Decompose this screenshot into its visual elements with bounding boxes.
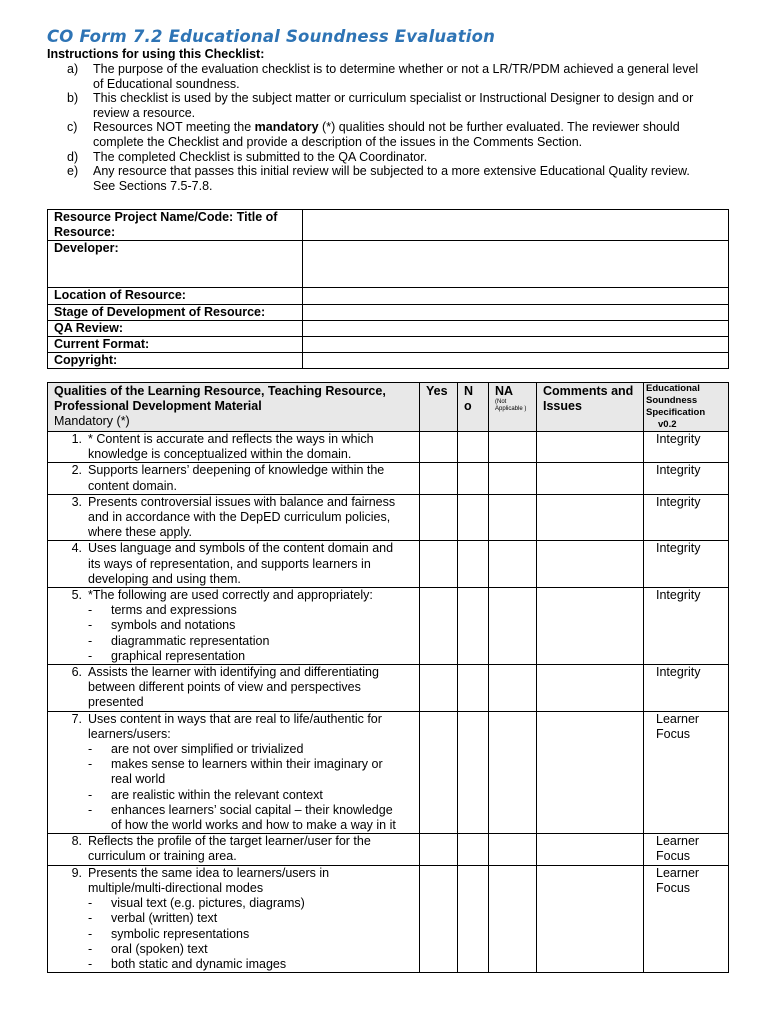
quality-bullet bbox=[52, 788, 415, 803]
quality-text: Reflects the profile of the target learner/user for the bbox=[88, 834, 371, 849]
yes-cell[interactable] bbox=[420, 588, 458, 665]
dash-icon: - bbox=[88, 648, 93, 663]
no-header: N o bbox=[458, 383, 489, 432]
info-value-field[interactable] bbox=[303, 241, 729, 288]
no-cell[interactable] bbox=[458, 432, 489, 463]
info-label: Developer: bbox=[48, 241, 303, 288]
qualities-body bbox=[48, 432, 729, 973]
quality-text: where these apply. bbox=[88, 525, 192, 540]
instruction-text: The completed Checklist is submitted to the QA Coordinator. bbox=[93, 149, 428, 164]
quality-text: Supports learners’ deepening of knowledge within the bbox=[88, 463, 385, 478]
quality-row bbox=[48, 834, 729, 865]
instruction-text: of Educational soundness. bbox=[93, 76, 240, 91]
spec-label: Integrity bbox=[656, 432, 701, 446]
instruction-letter: c) bbox=[67, 120, 78, 135]
info-value-field[interactable] bbox=[303, 353, 729, 369]
info-label: Current Format: bbox=[48, 337, 303, 353]
spec-cell bbox=[644, 463, 729, 494]
spec-cell bbox=[644, 432, 729, 463]
bullet-text: symbolic representations bbox=[111, 926, 250, 941]
quality-bullet bbox=[52, 911, 415, 926]
info-label: Copyright: bbox=[48, 353, 303, 369]
quality-description bbox=[48, 665, 420, 712]
quality-description bbox=[48, 494, 420, 541]
dash-icon: - bbox=[88, 896, 93, 911]
spec-label: Learner bbox=[656, 865, 700, 880]
quality-text: multiple/multi-directional modes bbox=[88, 880, 264, 895]
bullet-text: symbols and notations bbox=[111, 618, 236, 633]
quality-number: 6. bbox=[71, 665, 82, 680]
quality-number: 4. bbox=[71, 541, 82, 556]
yes-cell[interactable] bbox=[420, 432, 458, 463]
spec-label: Focus bbox=[656, 880, 691, 895]
bullet-text: both static and dynamic images bbox=[111, 956, 287, 971]
yes-cell[interactable] bbox=[420, 541, 458, 588]
spec-cell bbox=[644, 494, 729, 541]
comments-cell[interactable] bbox=[537, 463, 644, 494]
instructions-list bbox=[67, 62, 727, 193]
na-cell[interactable] bbox=[489, 834, 537, 865]
dash-icon: - bbox=[88, 633, 93, 648]
bullet-text: makes sense to learners within their imaginary or bbox=[111, 757, 383, 772]
info-label: Location of Resource: bbox=[48, 288, 303, 304]
instruction-text: (*) qualities should not be further evaluated. The reviewer should bbox=[318, 120, 680, 135]
spec-header: Educational Soundness Specification v0.2 bbox=[644, 383, 729, 432]
resource-info-table bbox=[47, 209, 729, 369]
na-cell[interactable] bbox=[489, 432, 537, 463]
instruction-item bbox=[67, 164, 727, 193]
quality-number: 9. bbox=[71, 865, 82, 880]
quality-text: Uses content in ways that are real to life/authentic for bbox=[88, 711, 382, 726]
no-cell[interactable] bbox=[458, 541, 489, 588]
spec-label: Integrity bbox=[656, 588, 701, 603]
quality-number: 5. bbox=[71, 588, 82, 603]
quality-row bbox=[48, 432, 729, 463]
quality-row bbox=[48, 665, 729, 712]
instruction-text: See Sections 7.5-7.8. bbox=[93, 178, 213, 193]
quality-description bbox=[48, 834, 420, 865]
qualities-header-row bbox=[48, 383, 729, 432]
na-cell[interactable] bbox=[489, 665, 537, 712]
na-cell[interactable] bbox=[489, 463, 537, 494]
bullet-text: are not over simplified or trivialized bbox=[111, 742, 304, 757]
info-row bbox=[48, 320, 729, 336]
instructions-heading: Instructions for using this Checklist: bbox=[47, 47, 265, 61]
bullet-text: are realistic within the relevant context bbox=[111, 787, 323, 802]
na-cell[interactable] bbox=[489, 541, 537, 588]
spec-cell bbox=[644, 865, 729, 972]
info-row bbox=[48, 353, 729, 369]
instruction-letter: b) bbox=[67, 91, 79, 106]
na-subtitle: (Not Applicable ) bbox=[495, 399, 527, 413]
quality-text: content domain. bbox=[88, 478, 177, 493]
quality-number: 8. bbox=[71, 834, 82, 849]
quality-text: between different points of view and perspectives bbox=[88, 680, 361, 695]
spec-label: Integrity bbox=[656, 494, 701, 509]
quality-text: Assists the learner with identifying and differentiating bbox=[88, 665, 379, 680]
quality-bullet bbox=[52, 957, 415, 972]
quality-row bbox=[48, 865, 729, 972]
na-cell[interactable] bbox=[489, 711, 537, 834]
no-cell[interactable] bbox=[458, 865, 489, 972]
quality-text: * Content is accurate and reflects the ways in which bbox=[88, 432, 374, 446]
info-row bbox=[48, 304, 729, 320]
quality-text: curriculum or training area. bbox=[88, 849, 237, 864]
instruction-item bbox=[67, 150, 727, 165]
info-row bbox=[48, 210, 729, 241]
quality-text: presented bbox=[88, 695, 144, 710]
no-cell[interactable] bbox=[458, 494, 489, 541]
spec-label: Integrity bbox=[656, 541, 701, 556]
quality-number: 7. bbox=[71, 711, 82, 726]
instruction-item bbox=[67, 120, 727, 149]
info-value-field[interactable] bbox=[303, 288, 729, 304]
comments-cell[interactable] bbox=[537, 865, 644, 972]
quality-text: Presents the same idea to learners/users in bbox=[88, 865, 330, 880]
quality-bullet bbox=[52, 927, 415, 942]
comments-cell[interactable] bbox=[537, 588, 644, 665]
comments-cell[interactable] bbox=[537, 711, 644, 834]
quality-text: Uses language and symbols of the content domain and bbox=[88, 541, 394, 556]
instruction-text: Any resource that passes this initial review will be subjected to a more extensive Educational Quality review. bbox=[93, 164, 690, 179]
yes-header: Yes bbox=[420, 383, 458, 432]
dash-icon: - bbox=[88, 787, 93, 802]
instruction-text: Resources NOT meeting the bbox=[93, 120, 255, 135]
info-row bbox=[48, 288, 729, 304]
comments-cell[interactable] bbox=[537, 494, 644, 541]
dash-icon: - bbox=[88, 802, 93, 817]
instruction-letter: a) bbox=[67, 62, 79, 76]
yes-cell[interactable] bbox=[420, 711, 458, 834]
dash-icon: - bbox=[88, 956, 93, 971]
na-cell[interactable] bbox=[489, 588, 537, 665]
quality-description bbox=[48, 541, 420, 588]
quality-row bbox=[48, 541, 729, 588]
info-label: Resource Project Name/Code: Title of Resource: bbox=[48, 210, 303, 241]
spec-label: Integrity bbox=[656, 463, 701, 478]
quality-row bbox=[48, 494, 729, 541]
quality-bullet bbox=[52, 942, 415, 957]
comments-cell[interactable] bbox=[537, 665, 644, 712]
yes-cell[interactable] bbox=[420, 865, 458, 972]
quality-bullet bbox=[52, 803, 415, 833]
quality-description bbox=[48, 463, 420, 494]
spec-label: Learner bbox=[656, 711, 700, 726]
na-cell[interactable] bbox=[489, 865, 537, 972]
spec-cell bbox=[644, 711, 729, 834]
comments-cell[interactable] bbox=[537, 834, 644, 865]
spec-cell bbox=[644, 834, 729, 865]
dash-icon: - bbox=[88, 757, 93, 772]
quality-description bbox=[48, 588, 420, 665]
quality-row bbox=[48, 463, 729, 494]
info-value-field[interactable] bbox=[303, 337, 729, 353]
dash-icon: - bbox=[88, 911, 93, 926]
no-cell[interactable] bbox=[458, 463, 489, 494]
info-label: QA Review: bbox=[48, 320, 303, 336]
quality-number: 1. bbox=[71, 432, 82, 446]
dash-icon: - bbox=[88, 603, 93, 618]
quality-text: developing and using them. bbox=[88, 571, 241, 586]
instruction-item bbox=[67, 62, 727, 91]
quality-row bbox=[48, 711, 729, 834]
bullet-text: of how the world works and how to make a way in it bbox=[111, 818, 396, 833]
quality-text: *The following are used correctly and appropriately: bbox=[88, 588, 373, 603]
quality-text: knowledge is conceptualized within the domain. bbox=[88, 447, 352, 462]
quality-text: Presents controversial issues with balance and fairness bbox=[88, 494, 396, 509]
info-row bbox=[48, 337, 729, 353]
bullet-text: enhances learners’ social capital – their knowledge bbox=[111, 802, 393, 817]
comments-cell[interactable] bbox=[537, 432, 644, 463]
spec-label: Focus bbox=[656, 849, 691, 864]
spec-version: v0.2 bbox=[658, 419, 677, 430]
mandatory-note: Mandatory (*) bbox=[54, 414, 130, 429]
form-title: CO Form 7.2 Educational Soundness Evaluation bbox=[47, 27, 496, 46]
quality-description bbox=[48, 432, 420, 463]
quality-bullet bbox=[52, 757, 415, 787]
quality-bullet bbox=[52, 618, 415, 633]
qualities-header-title: Qualities of the Learning Resource, Teaching Resource, Professional Development Material bbox=[54, 384, 386, 414]
instruction-letter: d) bbox=[67, 149, 79, 164]
bullet-text: verbal (written) text bbox=[111, 911, 218, 926]
na-cell[interactable] bbox=[489, 494, 537, 541]
quality-row bbox=[48, 588, 729, 665]
na-header: NA (Not Applicable ) bbox=[489, 383, 537, 432]
spec-cell bbox=[644, 541, 729, 588]
yes-cell[interactable] bbox=[420, 665, 458, 712]
bullet-text: real world bbox=[111, 772, 166, 787]
dash-icon: - bbox=[88, 618, 93, 633]
info-value-field[interactable] bbox=[303, 304, 729, 320]
info-value-field[interactable] bbox=[303, 210, 729, 241]
instruction-text: review a resource. bbox=[93, 105, 196, 120]
no-cell[interactable] bbox=[458, 588, 489, 665]
quality-bullet bbox=[52, 634, 415, 649]
quality-bullet bbox=[52, 603, 415, 618]
spec-label: Focus bbox=[656, 726, 691, 741]
qualities-header bbox=[48, 383, 420, 432]
bullet-text: diagrammatic representation bbox=[111, 633, 270, 648]
bullet-text: terms and expressions bbox=[111, 603, 237, 618]
dash-icon: - bbox=[88, 926, 93, 941]
quality-number: 2. bbox=[71, 463, 82, 478]
quality-bullet bbox=[52, 896, 415, 911]
quality-number: 3. bbox=[71, 494, 82, 509]
instruction-text: The purpose of the evaluation checklist is to determine whether or not a LR/TR/PDM achieved a general level bbox=[93, 62, 699, 76]
no-cell[interactable] bbox=[458, 834, 489, 865]
yes-cell[interactable] bbox=[420, 834, 458, 865]
dash-icon: - bbox=[88, 941, 93, 956]
spec-label: Learner bbox=[656, 834, 700, 849]
bullet-text: graphical representation bbox=[111, 648, 246, 663]
mandatory-emphasis: mandatory bbox=[254, 120, 319, 135]
quality-text: learners/users: bbox=[88, 726, 171, 741]
instruction-text: complete the Checklist and provide a description of the issues in the Comments Section. bbox=[93, 134, 583, 149]
comments-header: Comments and Issues bbox=[537, 383, 644, 432]
bullet-text: oral (spoken) text bbox=[111, 941, 208, 956]
comments-cell[interactable] bbox=[537, 541, 644, 588]
quality-bullet bbox=[52, 649, 415, 664]
spec-cell bbox=[644, 588, 729, 665]
quality-text: its ways of representation, and supports learners in bbox=[88, 556, 371, 571]
yes-cell[interactable] bbox=[420, 494, 458, 541]
quality-description bbox=[48, 865, 420, 972]
quality-description bbox=[48, 711, 420, 834]
no-cell[interactable] bbox=[458, 711, 489, 834]
instruction-text: This checklist is used by the subject matter or curriculum specialist or Instructional Designer to design and or bbox=[93, 91, 694, 106]
bullet-text: visual text (e.g. pictures, diagrams) bbox=[111, 896, 305, 911]
info-label: Stage of Development of Resource: bbox=[48, 304, 303, 320]
spec-cell bbox=[644, 665, 729, 712]
instruction-item bbox=[67, 91, 727, 120]
quality-text: and in accordance with the DepED curriculum policies, bbox=[88, 510, 391, 525]
dash-icon: - bbox=[88, 742, 93, 757]
no-cell[interactable] bbox=[458, 665, 489, 712]
info-value-field[interactable] bbox=[303, 320, 729, 336]
yes-cell[interactable] bbox=[420, 463, 458, 494]
spec-label: Integrity bbox=[656, 665, 701, 680]
qualities-table bbox=[47, 382, 729, 973]
info-row bbox=[48, 241, 729, 288]
instruction-letter: e) bbox=[67, 164, 79, 179]
quality-bullet bbox=[52, 742, 415, 757]
